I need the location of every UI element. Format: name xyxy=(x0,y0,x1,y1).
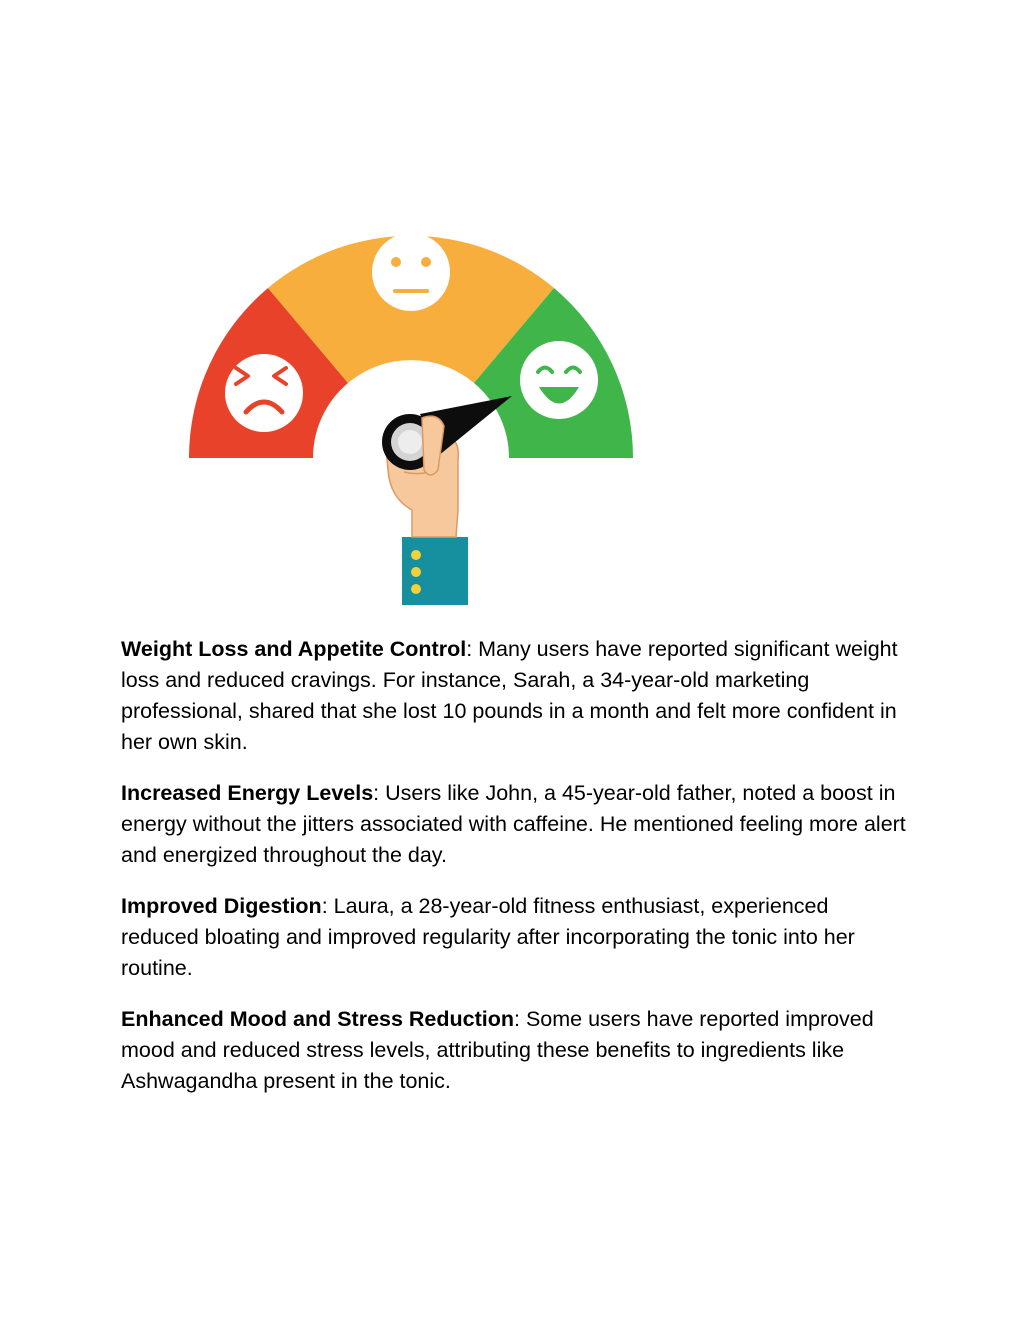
paragraph-text: : Laura, a 28-year-old fitness enthusiast, experienced reduced bloating and improved regularity after incorporating the tonic into her routine. xyxy=(121,894,855,980)
paragraph-heading: Enhanced Mood and Stress Reduction xyxy=(121,1007,515,1031)
paragraph-text: : Some users have reported improved mood and reduced stress levels, attributing these benefits to ingredients like Ashwagandha present in the tonic. xyxy=(121,1007,874,1093)
paragraph-text: : Many users have reported significant weight loss and reduced cravings. For instance, Sarah, a 34-year-old marketing professional, shared that she lost 10 pounds in a month and felt more confident in her own skin. xyxy=(121,637,898,754)
paragraph-mood xyxy=(121,1004,911,1097)
sad-face-icon xyxy=(225,354,303,432)
neutral-face-icon xyxy=(372,233,450,311)
paragraph-heading: Increased Energy Levels xyxy=(121,781,374,805)
paragraph-digestion xyxy=(121,891,911,984)
paragraph-energy xyxy=(121,778,911,871)
paragraph-heading: Improved Digestion xyxy=(121,894,322,918)
testimonials-section xyxy=(121,634,911,1117)
satisfaction-gauge-illustration xyxy=(120,180,700,610)
happy-face-icon xyxy=(520,341,598,419)
paragraph-text: : Users like John, a 45-year-old father, noted a boost in energy without the jitters associated with caffeine. He mentioned feeling more alert and energized throughout the day. xyxy=(121,781,906,867)
paragraph-weight-loss xyxy=(121,634,911,758)
paragraph-heading: Weight Loss and Appetite Control xyxy=(121,637,467,661)
sleeve xyxy=(402,537,468,605)
gauge-svg xyxy=(120,180,700,610)
